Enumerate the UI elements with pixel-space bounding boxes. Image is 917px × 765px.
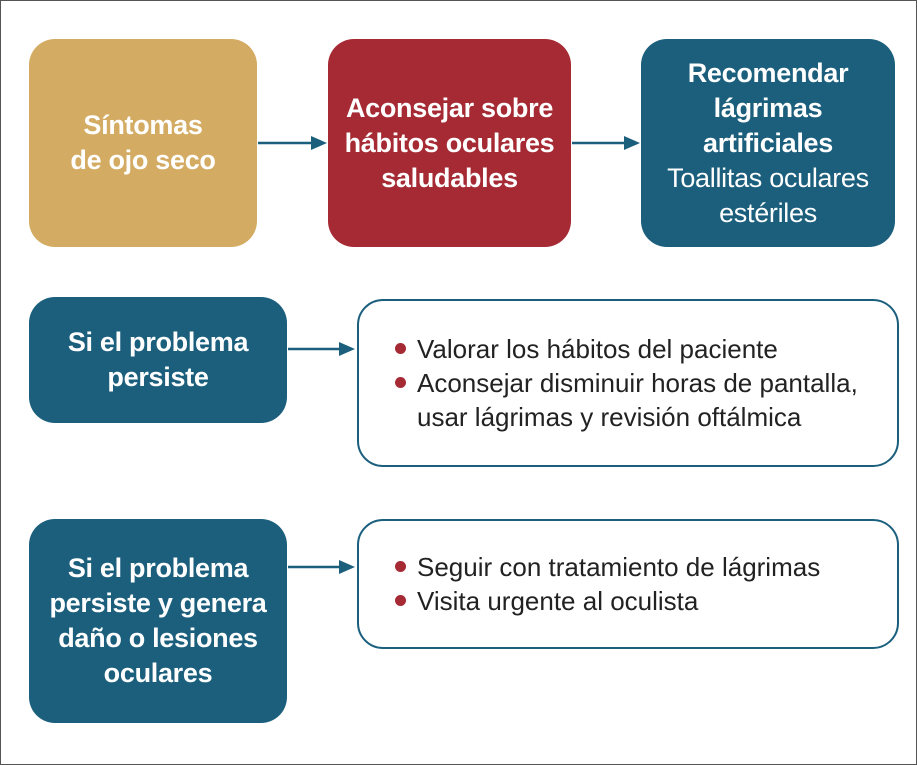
recommend-sub-line: estériles [719,197,817,228]
action-text: Seguir con tratamiento de lágrimas [417,552,821,582]
condition-line: persiste y genera [49,588,267,618]
recommend-line: artificiales [703,127,833,158]
advise-line: saludables [381,162,518,193]
condition-line: daño o lesiones [58,623,258,653]
condition-line: Si el problema [67,327,249,357]
action-text: Aconsejar disminuir horas de pantalla, [417,368,858,398]
arrowhead [339,342,355,356]
action-text: Visita urgente al oculista [417,586,699,616]
symptoms-line: de ojo seco [70,145,216,175]
arrowhead [624,136,640,150]
condition-line: oculares [103,658,213,688]
recommend-sub-line: Toallitas oculares [667,162,869,193]
advise-line: hábitos oculares [344,127,555,158]
recommend-line: Recomendar [687,57,849,88]
arrowhead [311,136,327,150]
action-text: usar lágrimas y revisión oftálmica [417,402,802,432]
advise-line: Aconsejar sobre [345,92,554,123]
action-text: Valorar los hábitos del paciente [417,334,778,364]
condition-line: persiste [107,362,209,392]
recommend-line: lágrimas [713,92,823,123]
connector-arrows [1,1,916,764]
condition-line: Si el problema [67,553,249,583]
symptoms-line: Síntomas [83,110,203,140]
arrowhead [339,560,355,574]
